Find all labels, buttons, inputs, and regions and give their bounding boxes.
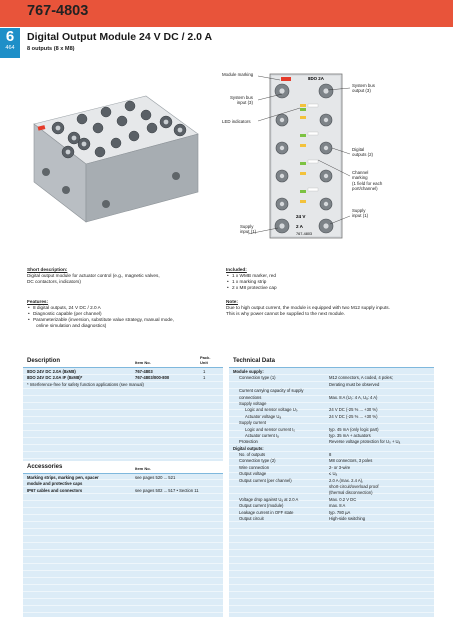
short-description-heading: Short description: (27, 267, 68, 272)
note-heading: Note: (226, 299, 238, 304)
table-row: module and protective caps (27, 481, 83, 487)
table-row: Marking strips, marking pen, spacer see pages 520 ... 521 (27, 475, 176, 480)
tech-label: Supply voltage (239, 400, 267, 406)
tech-value: typ. 780 µA (329, 509, 351, 515)
tech-label: connections (239, 394, 262, 400)
tech-label: Leakage current in OFF state (239, 509, 294, 515)
tech-value: 2.0 A (max. 2.4 A), (329, 477, 364, 483)
included-item: • 1 x marking strip (226, 279, 436, 285)
accessories-rows (23, 475, 223, 494)
features: Features: • 8 digital outputs, 24 V DC / 2.0 A • Diagnostic capable (per channel) • Parameterizable (inversion, substitute value strategy, manual mode, online simulation and diagnostics) (27, 299, 222, 329)
tech-label: Actuator current Iₐ (245, 432, 279, 438)
tech-label: Current carrying capacity of supply (239, 388, 304, 394)
tech-label: Output circuit (239, 515, 264, 521)
tech-label: Module supply: (233, 369, 264, 374)
tech-value: 24 V DC (-25 % ... +30 %) (329, 413, 378, 419)
tech-value: typ. 45 mA (only logic part) (329, 426, 379, 432)
tech-value: 24 V DC (-25 % ... +30 %) (329, 407, 378, 413)
tech-label: Connection type (1) (239, 375, 276, 381)
tech-value: ≤ Uₐ (329, 471, 338, 477)
callout-digital-outputs: Digital outputs (2) (352, 147, 373, 158)
tech-value: typ. 35 mA + actuators (329, 432, 371, 438)
callout-channel-marking: Channel marking (1 field for each port/channel) (352, 170, 383, 192)
note: Note: Due to high output current, the module is equipped with two M12 supply inputs. This is why power cannot be supplied to the next module. (226, 299, 441, 317)
page-subtitle: 8 outputs (8 x M8) (27, 46, 75, 52)
device-current: 2 A (296, 224, 303, 229)
page-title: Digital Output Module 24 V DC / 2.0 A (27, 31, 213, 43)
description-rows (23, 369, 223, 388)
included-item: • 2 x M8 protective cap (226, 285, 436, 291)
tech-label: No. of outputs (239, 452, 266, 458)
tech-label: Logic and sensor voltage U₀ (245, 407, 298, 413)
tech-value: Max. 8 A (U₀: 4 A, Uₐ: 4 A) (329, 394, 378, 400)
callout-system-bus-input: System bus input (3) (230, 95, 253, 106)
chapter-number: 6 (5, 28, 15, 45)
tech-value: High-side switching (329, 515, 366, 521)
tech-label: Output current (per channel) (239, 477, 292, 483)
tech-value: (thermal disconnection) (329, 490, 373, 496)
description-header: Description Item No. Pack. Unit (23, 355, 223, 368)
chapter-tab (0, 28, 20, 58)
feature-item: • Diagnostic capable (per channel) (27, 311, 222, 317)
callout-module-marking: Module marking (222, 72, 254, 77)
product-photo (26, 94, 202, 224)
table-row: 8DO 24V DC 2.0A (8xM8) 767-4803 1 (27, 369, 206, 374)
tech-value: short-circuit/overload proof (329, 484, 379, 490)
tech-label: Logic and sensor current I₀ (245, 426, 296, 432)
tech-label: Protection (239, 439, 258, 445)
tech-label: Output voltage (239, 471, 267, 477)
tech-value: M12 connectors, A coded, 4 poles; (329, 375, 394, 381)
tech-value: Derating must be observed (329, 381, 380, 387)
feature-item: • 8 digital outputs, 24 V DC / 2.0 A (27, 305, 222, 311)
tech-label: Supply current (239, 420, 266, 426)
tech-value: Reverse voltage protection for U₀ + Uₐ (329, 439, 401, 445)
accessories-header: Accessories Item No. (23, 461, 223, 474)
tech-label: Connection type (2) (239, 458, 276, 464)
technical-data-header: Technical Data (229, 355, 434, 368)
tech-row (229, 516, 434, 522)
included-item: • 1 x WMB marker, red (226, 273, 436, 279)
tech-label: Output current (module) (239, 503, 284, 509)
features-heading: Features: (27, 299, 49, 304)
tech-label: Digital outputs: (233, 445, 264, 451)
header-bar (0, 0, 453, 27)
callout-supply-input-left: Supply input (1) (240, 224, 257, 235)
device-number: 767-4803 (296, 232, 313, 236)
callout-supply-input-right: Supply input (1) (352, 208, 369, 219)
page-number: 464 (5, 45, 15, 51)
device-voltage: 24 V (296, 214, 306, 219)
part-number: 767-4803 (27, 3, 89, 19)
tech-value: M8 connectors, 3 poles (329, 458, 373, 464)
callout-led-indicators: LED indicators (222, 119, 251, 124)
tech-value: Max. 0.2 V DC (329, 496, 357, 502)
tech-label: Actuator voltage Uₐ (245, 413, 282, 419)
feature-item: • Parameterizable (inversion, substitute value strategy, manual mode, (27, 317, 222, 323)
tech-value: 8 (329, 452, 332, 458)
short-description: Short description: Digital output module for actuator control (e.g., magnetic valves, DC contactors, indicators) (27, 267, 217, 285)
device-label: 8DO 2A (308, 76, 324, 81)
technical-data-panel (229, 355, 434, 617)
callout-system-bus-output: System bus output (3) (352, 83, 375, 94)
description-panel (23, 355, 223, 617)
included (226, 267, 436, 291)
tech-label: Voltage drop against Uₐ at 2.0 A (239, 496, 299, 502)
tech-value: max. 8 A (329, 503, 346, 509)
tech-label: Wire connection (239, 464, 270, 470)
included-heading: Included: (226, 267, 247, 272)
table-row: IP67 cables and connectors see pages 502 ... 517 • Section 11 (27, 487, 199, 493)
tech-value: 2- or 3-wire (329, 464, 351, 470)
table-row: 8DO 24V DC 2.0A IF (8xM8)* 767-4803/000-800 1 (27, 375, 206, 381)
table-row: * Interference-free for safety function applications (see manual) (27, 381, 144, 387)
technical-data-rows (229, 369, 434, 522)
